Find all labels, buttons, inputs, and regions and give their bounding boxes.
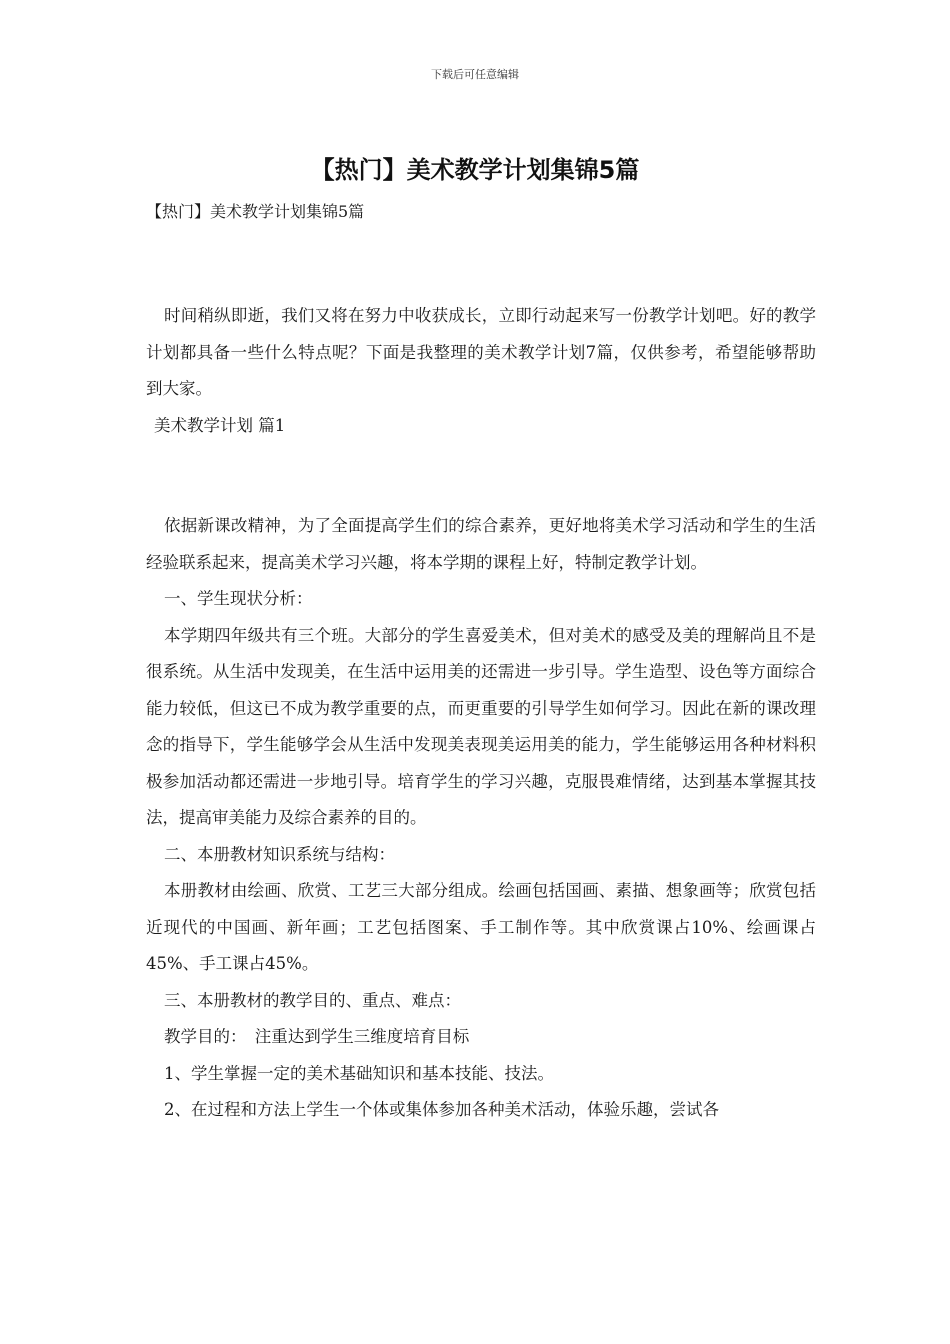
body-paragraph: 本学期四年级共有三个班。大部分的学生喜爱美术，但对美术的感受及美的理解尚且不是很系统。从生活中发现美，在生活中运用美的还需进一步引导。学生造型、设色等方面综合能力较低，但这已不成为教学重要的点，而更重要的引导学生如何学习。因此在新的课改理念的指导下，学生能够学会从生活中发现美表现美运用美的能力，学生能够运用各种材料积极参加活动都还需进一步地引导。培育学生的学习兴趣，克服畏难情绪，达到基本掌握其技法，提高审美能力及综合素养的目的。 — [146, 625, 816, 827]
body-paragraph: 教学目的： 注重达到学生三维度培育目标 — [164, 1027, 470, 1046]
intro-block — [146, 298, 816, 408]
list-item: 1、学生掌握一定的美术基础知识和基本技能、技法。 — [164, 1063, 554, 1083]
section-heading: 美术教学计划 篇1 — [154, 416, 286, 435]
intro-paragraph: 时间稍纵即逝，我们又将在努力中收获成长，立即行动起来写一份教学计划吧。好的教学计划都具备一些什么特点呢？下面是我整理的美术教学计划7篇，仅供参考，希望能够帮助到大家。 — [146, 306, 816, 398]
subheading-student-analysis: 一、学生现状分析： — [164, 589, 313, 608]
section-body — [146, 508, 816, 1129]
subheading-teaching-goals: 三、本册教材的教学目的、重点、难点： — [164, 990, 461, 1010]
header-note: 下载后可任意编辑 — [431, 68, 519, 81]
document-title: 【热门】美术教学计划集锦5篇 — [310, 156, 640, 184]
subheading-textbook-structure: 二、本册教材知识系统与结构： — [164, 844, 395, 864]
body-paragraph: 依据新课改精神，为了全面提高学生们的综合素养，更好地将美术学习活动和学生的生活经验联系起来，提高美术学习兴趣，将本学期的课程上好，特制定教学计划。 — [146, 516, 816, 572]
document-subtitle: 【热门】美术教学计划集锦5篇 — [146, 202, 365, 221]
list-item: 2、在过程和方法上学生一个体或集体参加各种美术活动，体验乐趣，尝试各 — [164, 1100, 719, 1119]
body-paragraph: 本册教材由绘画、欣赏、工艺三大部分组成。绘画包括国画、素描、想象画等；欣赏包括近现代的中国画、新年画；工艺包括图案、手工制作等。其中欣赏课占10%、绘画课占45%、手工课占45%。 — [146, 881, 816, 973]
